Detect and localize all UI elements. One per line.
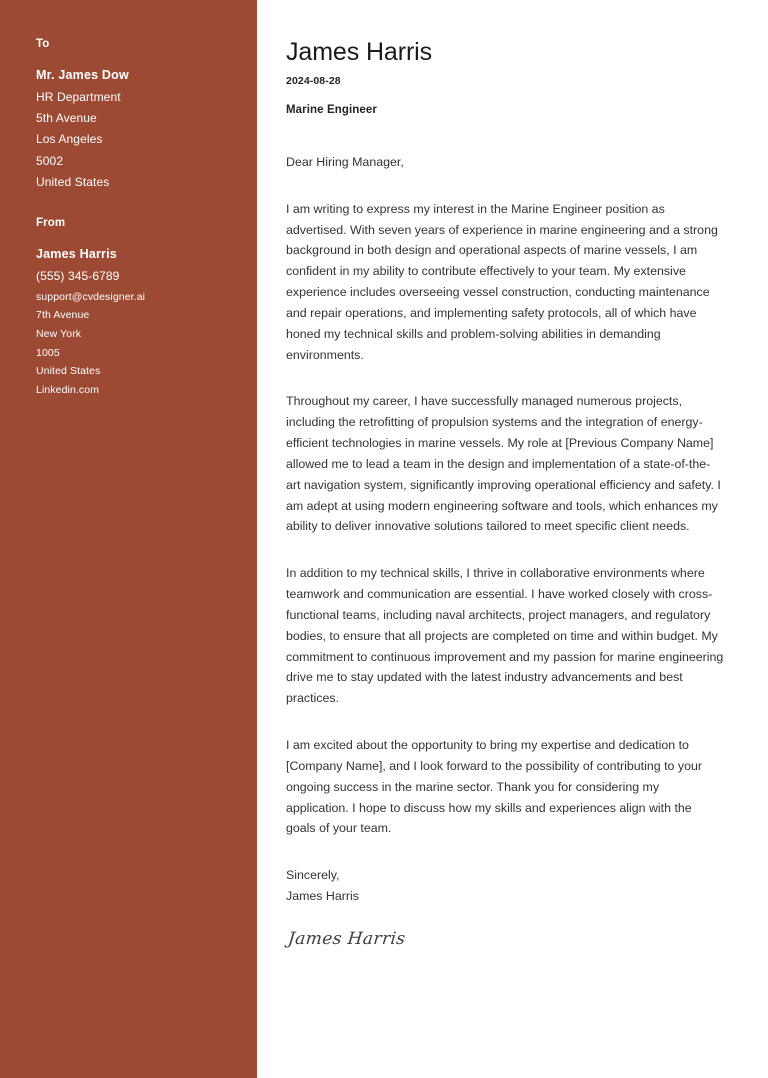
sender-phone[interactable]: (555) 345-6789: [36, 269, 120, 284]
contact-sidebar: [0, 0, 257, 1078]
page-title: James Harris: [286, 38, 433, 66]
sender-line-city: New York: [36, 327, 82, 340]
recipient-line-postcode: 5002: [36, 153, 64, 168]
body-paragraph-1: I am writing to express my interest in the Marine Engineer position as advertised. With seven years of experience in marine engineering and a strong background in both design and operational aspects of marine vessels, I am confident in my ability to contribute effectively to your team. My extensive experience includes overseeing vessel construction, conducting maintenance and repair operations, and implementing safety protocols, all of which have honed my technical skills and problem-solving abilities in demanding environments.: [286, 201, 718, 362]
sender-name: James Harris: [36, 247, 117, 262]
letter-date: 2024-08-28: [286, 74, 341, 87]
sender-line-postcode: 1005: [36, 346, 60, 359]
closing-name: James Harris: [286, 888, 359, 903]
body-paragraph-2: Throughout my career, I have successfully managed numerous projects, including the retrofitting of propulsion systems and the integration of energy-efficient technologies in marine vessels. My role at [Previous Company Name] allowed me to lead a team in the design and implementation of a state-of-the-art navigation system, significantly improving operational efficiency and safety. I am adept at using modern engineering software and tools, which enhances my ability to deliver innovative solutions tailored to meet specific client needs.: [286, 394, 721, 534]
signature: James Harris: [286, 928, 407, 949]
body-paragraph-3: In addition to my technical skills, I thrive in collaborative environments where teamwork and communication are essential. I have worked closely with cross-functional teams, including naval architects, project managers, and regulatory bodies, to ensure that all projects are completed on time and within budget. My commitment to continuous improvement and my passion for marine engineering drive me to stay updated with the latest industry advancements and best practices.: [286, 566, 724, 706]
salutation: Dear Hiring Manager,: [286, 155, 404, 170]
body-paragraph-4: I am excited about the opportunity to bring my expertise and dedication to [Company Name], and I look forward to the possibility of contributing to your ongoing success in the marine sector. Thank you for considering my application. I hope to discuss how my skills and experiences align with the goals of your team.: [286, 738, 702, 836]
recipient-line-city: Los Angeles: [36, 132, 103, 147]
sender-email[interactable]: support@cvdesigner.ai: [36, 290, 146, 303]
from-label: From: [36, 217, 66, 230]
sender-line-country: United States: [36, 365, 101, 378]
recipient-line-street: 5th Avenue: [36, 111, 97, 126]
closing-salutation: Sincerely,: [286, 868, 340, 883]
sender-block: [36, 217, 227, 399]
sender-linkedin[interactable]: Linkedin.com: [36, 383, 100, 396]
to-label: To: [36, 38, 50, 50]
job-title: Marine Engineer: [286, 104, 377, 117]
recipient-block: [36, 38, 227, 193]
sender-line-street: 7th Avenue: [36, 309, 90, 322]
recipient-line-country: United States: [36, 175, 110, 190]
recipient-name: Mr. James Dow: [36, 67, 129, 82]
recipient-line-department: HR Department: [36, 89, 121, 104]
letter-body: [257, 0, 768, 1078]
